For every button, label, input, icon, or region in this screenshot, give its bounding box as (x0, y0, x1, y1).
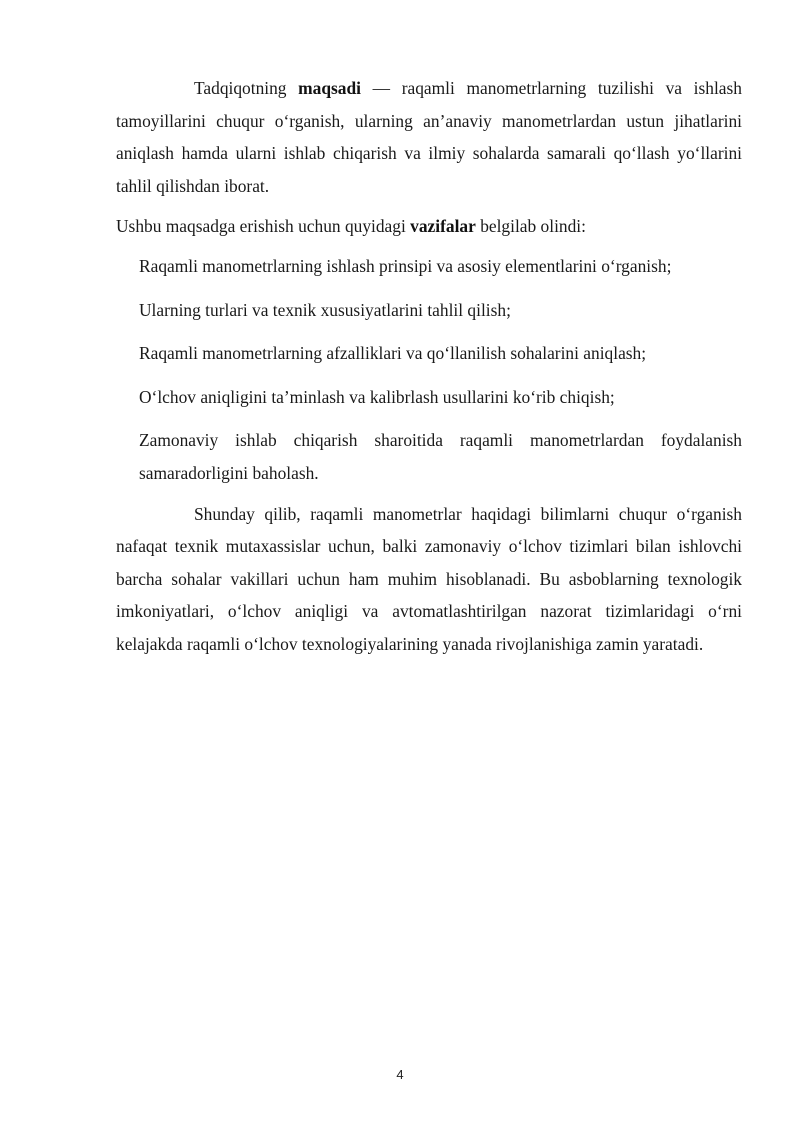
task-item: O‘lchov aniqligini ta’minlash va kalibrlash usullarini ko‘rib chiqish; (139, 386, 615, 407)
conclusion-paragraph: Shunday qilib, raqamli manometrlar haqidagi bilimlarni chuqur o‘rganish nafaqat texnik mutaxassislar uchun, balki zamonaviy o‘lchov tizimlari bilan ishlovchi barcha sohalar vakillari uchun ham muhim hisoblanadi. Bu asboblarning texnologik imkoniyatlari, o‘lchov aniqligi va avtomatlashtirilgan nazorat tizimlaridagi o‘rni kelajakda raqamli o‘lchov texnologiyalarining yanada rivojlanishiga zamin yaratadi. (116, 503, 742, 654)
tasks-keyword: vazifalar (410, 216, 476, 237)
task-item: Zamonaviy ishlab chiqarish sharoitida raqamli manometrlardan foydalanish samaradorligini baholash. (139, 430, 742, 483)
task-item: Raqamli manometrlarning afzalliklari va qo‘llanilish sohalarini aniqlash; (139, 343, 647, 364)
goal-paragraph-text: — raqamli manometrlarning tuzilishi va ishlash tamoyillarini chuqur o‘rganish, ularning an’anaviy manometrlardan ustun jihatlarini aniqlash hamda ularni ishlab chiqarish va ilmiy sohalarda samarali qo‘llash yo‘llarini tahlil qilishdan iborat. (116, 78, 742, 196)
page-number: 4 (396, 1067, 404, 1082)
goal-paragraph-lead: Tadqiqotning (194, 78, 299, 98)
tasks-intro-lead: Ushbu maqsadga erishish uchun quyidagi (116, 216, 411, 237)
tasks-intro (116, 210, 742, 243)
page-body (116, 72, 742, 661)
task-item: Ularning turlari va texnik xususiyatlarini tahlil qilish; (139, 299, 511, 320)
task-item: Raqamli manometrlarning ishlash prinsipi va asosiy elementlarini o‘rganish; (139, 255, 672, 276)
goal-paragraph (116, 72, 742, 202)
task-list (116, 250, 742, 490)
goal-keyword: maqsadi (298, 78, 361, 98)
tasks-intro-tail: belgilab olindi: (475, 216, 586, 237)
